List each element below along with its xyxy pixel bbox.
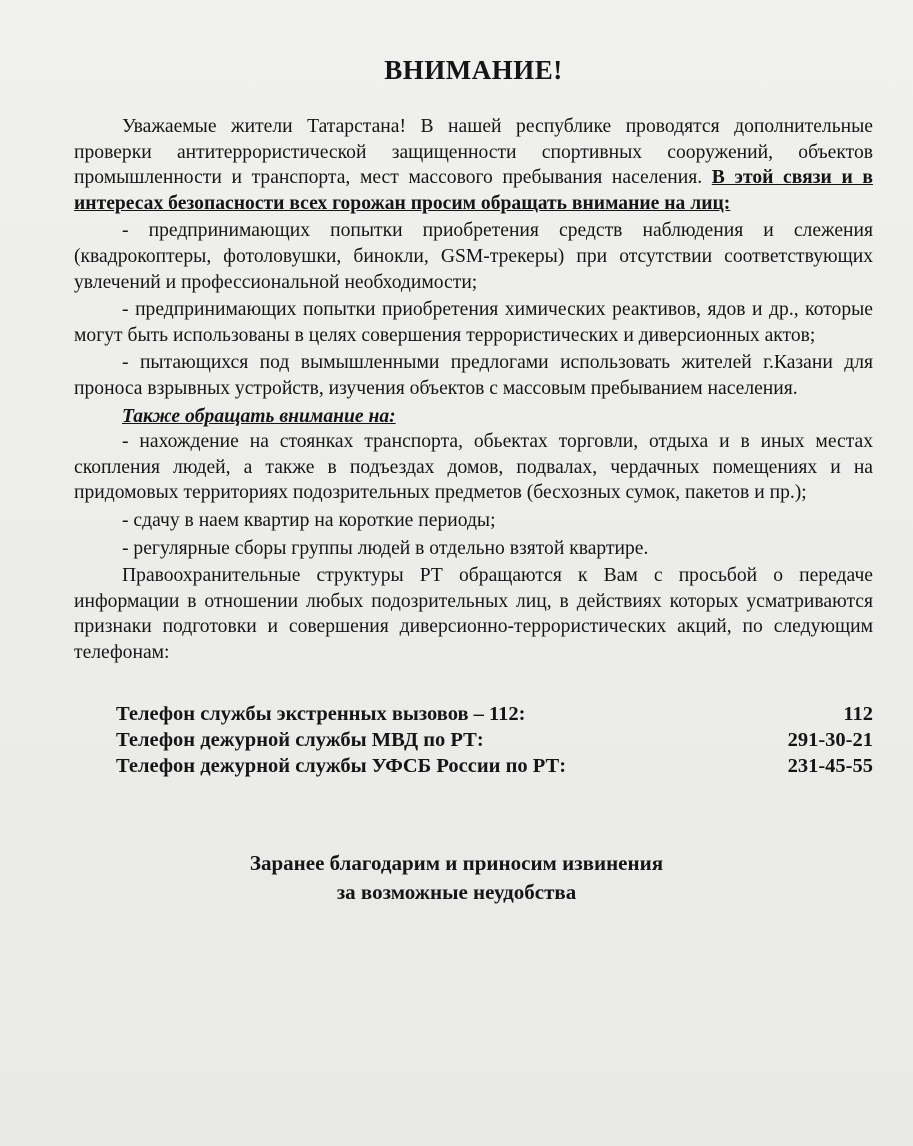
- intro-paragraph: [74, 114, 873, 216]
- closing-line: за возможные неудобства: [336, 880, 577, 905]
- persons-item: - пытающихся под вымышленными предлогами использовать жителей г.Казани для проноса взрывных устройств, изучения объектов с массовым пребыванием населения.: [74, 352, 873, 399]
- closing-note: [74, 849, 873, 907]
- page-title: ВНИМАНИЕ!: [384, 55, 563, 85]
- phone-row: [116, 753, 873, 779]
- persons-item: - предпринимающих попытки приобретения химических реактивов, ядов и др., которые могут быть использованы в целях совершения террористических и диверсионных актов;: [74, 299, 873, 346]
- closing-line: Заранее благодарим и приносим извинения: [249, 851, 664, 876]
- also-heading: Также обращать внимание на:: [122, 405, 396, 427]
- phone-number: 112: [843, 703, 873, 726]
- also-heading-line: [74, 404, 873, 430]
- phone-row: [116, 701, 873, 727]
- phone-row: [116, 727, 873, 753]
- also-item: - сдачу в наем квартир на короткие периоды;: [122, 509, 496, 531]
- also-item: - нахождение на стоянках транспорта, обьектах торговли, отдыха и в иных местах скопления людей, а также в подъездах домов, подвалах, чердачных помещениях и на придомовых территориях подозрительных предметов (бесхозных сумок, пакетов и пр.);: [74, 431, 873, 504]
- phone-label: Телефон службы экстренных вызовов – 112:: [116, 703, 526, 726]
- phone-label: Телефон дежурной службы МВД по РТ:: [116, 729, 484, 752]
- intro-text: Уважаемые жители Татарстана! В нашей республике проводятся дополнительные проверки антитеррористической защищенности спортивных сооружений, объектов промышленности и транспорта, мест массового пребывания населения.: [74, 116, 873, 189]
- persons-item: - предпринимающих попытки приобретения средств наблюдения и слежения (квадрокоптеры, фотоловушки, бинокли, GSM-трекеры) при отсутствии соответствующих увлечений и профессиональной необходимости;: [74, 220, 873, 293]
- phone-number: 291-30-21: [787, 729, 873, 752]
- also-item: - регулярные сборы группы людей в отдельно взятой квартире.: [122, 537, 649, 559]
- phone-label: Телефон дежурной службы УФСБ России по РТ:: [116, 755, 567, 778]
- phone-number: 231-45-55: [787, 755, 873, 778]
- intro-emphasis: В этой связи и в интересах безопасности всех горожан просим обращать внимание на лиц:: [74, 167, 873, 214]
- phone-list: [74, 701, 873, 779]
- appeal-paragraph: Правоохранительные структуры РТ обращаются к Вам с просьбой о передаче информации в отношении любых подозрительных лиц, в действиях которых усматриваются признаки подготовки и совершения диверсионно-террористических акций, по следующим телефонам:: [74, 565, 873, 663]
